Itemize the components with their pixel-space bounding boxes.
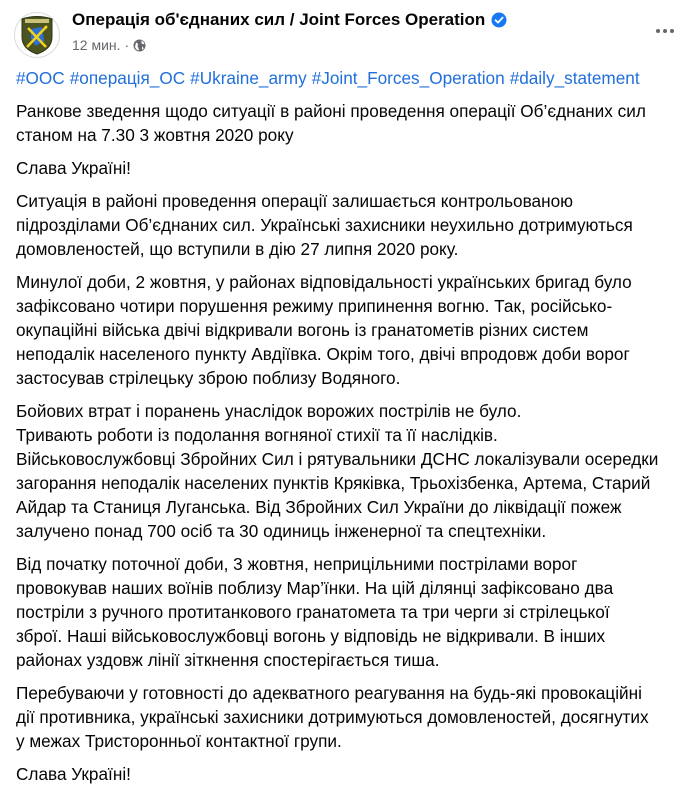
author-name-text[interactable]: Операція об'єднаних сил / Joint Forces Operation [72,10,486,29]
more-options-dot [663,29,667,33]
text-line: Ранкове зведення щодо ситуації в районі проведення операції Об’єднаних сил [16,101,646,121]
paragraph-summary-title [16,99,692,147]
text-line: провокував наших воїнів поблизу Мар’їнки. На цій ділянці зафіксовано два [16,578,614,598]
text-line: Тривають роботи із подолання вогняної стихії та її наслідків. [16,425,498,445]
text-line: Бойових втрат і поранень унаслідок ворожих пострілів не було. [16,401,522,421]
text-line: застосував стрілецьку зброю поблизу Водяного. [16,368,401,388]
meta-separator: · [124,37,130,53]
paragraph-situation [16,189,692,261]
text-line: неподалік населеного пункту Авдіївка. Окрім того, двічі впродовж доби ворог [16,344,630,364]
text-line: станом на 7.30 3 жовтня 2020 року [16,125,294,145]
text-line: Айдар та Станиця Луганська. Від Збройних Сил України до ліквідації пожеж [16,497,622,517]
text-line: Військовослужбовці Збройних Сил і рятувальники ДСНС локалізували осередки [16,449,659,469]
more-options-button[interactable] [648,16,682,46]
text-line: зброї. Наші військовослужбовці вогонь у відповідь не відкривали. В інших [16,626,606,646]
post-header [0,0,699,62]
joint-forces-emblem-icon [20,15,54,55]
author-name[interactable] [72,10,507,30]
hashtag-link[interactable]: #операція_ОС [69,68,186,88]
text-line: Перебуваючи у готовності до адекватного реагування на будь-які провокаційні [16,683,642,703]
text-line: Від початку поточної доби, 3 жовтня, неприцільними пострілами ворог [16,554,578,574]
post-body [16,66,692,795]
text-line: Слава Україні! [16,764,131,784]
more-options-dot [670,29,674,33]
text-line: районах уздовж лінії зіткнення спостерігається тиша. [16,650,440,670]
text-line: постріли з ручного протитанкового гранатомета та три черги зі стрілецької [16,602,610,622]
text-line: підрозділами Об’єднаних сил. Українські захисники неухильно дотримуються [16,215,633,235]
paragraph-greeting [16,156,692,180]
avatar[interactable] [14,12,60,58]
globe-icon[interactable] [133,39,146,52]
verified-badge-icon [491,12,507,28]
text-line: Ситуація в районі проведення операції залишається контрольованою [16,191,574,211]
text-line: загорання неподалік населених пунктів Кряківка, Трьохізбенка, Артема, Старий [16,473,651,493]
hashtag-link[interactable]: #ООС [16,68,65,88]
post-meta [72,37,146,53]
text-line: дії противника, українські захисники дотримуються домовленостей, досягнутих [16,707,649,727]
paragraph-current-day [16,552,692,672]
timestamp[interactable]: 12 мин. [72,37,121,53]
hashtag-link[interactable]: #Ukraine_army [190,68,307,88]
text-line: залучено понад 700 осіб та 30 одиниць інженерної та спецтехніки. [16,521,547,541]
more-options-dot [656,29,660,33]
text-line: окупаційні війська двічі відкривали вогонь із гранатометів різних систем [16,320,589,340]
text-line: домовленостей, що вступили в дію 27 липня 2020 року. [16,239,459,259]
text-line: зафіксовано чотири порушення режиму припинення вогню. Так, російсько- [16,296,613,316]
paragraph-closing-greeting [16,762,692,786]
paragraph-casualties-fires [16,399,692,543]
hashtag-list [16,66,692,90]
hashtag-link[interactable]: #daily_statement [509,68,640,88]
text-line: Минулої доби, 2 жовтня, у районах відповідальності українських бригад було [16,272,632,292]
paragraph-readiness [16,681,692,753]
hashtag-link[interactable]: #Joint_Forces_Operation [311,68,505,88]
paragraph-violations [16,270,692,390]
text-line: Слава Україні! [16,158,131,178]
text-line: у межах Тристоронньої контактної групи. [16,731,342,751]
